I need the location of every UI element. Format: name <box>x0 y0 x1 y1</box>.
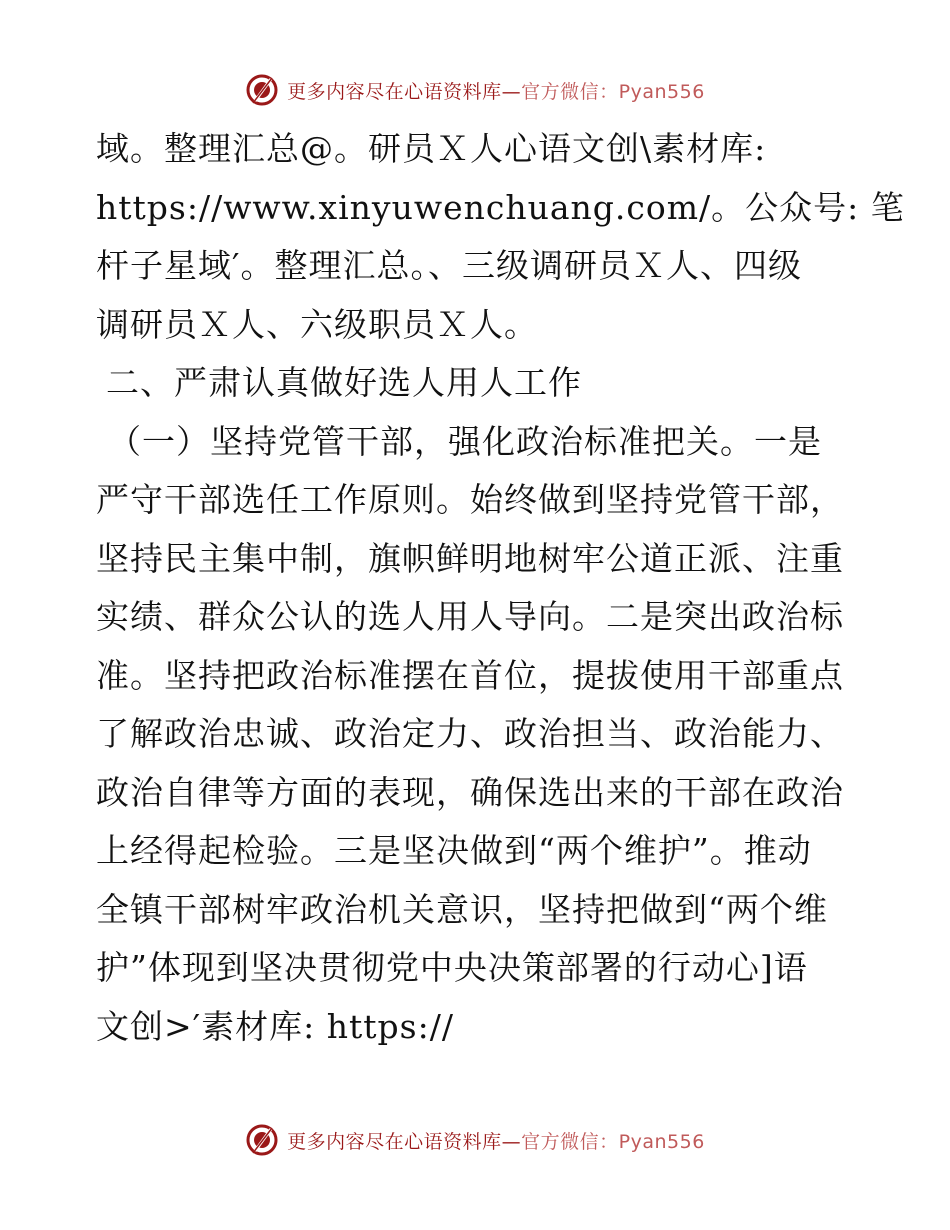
footer-banner-text <box>287 1127 705 1154</box>
body-line: https://www.xinyuwenchuang.com/。公众号: 笔 <box>96 187 905 227</box>
header-banner-title: 更多内容尽在心语资料库 <box>287 80 502 103</box>
body-line: 护”体现到坚决贯彻党中央决策部署的行动心]语 <box>96 948 808 987</box>
body-line: 杆子星域′。整理汇总。、三级调研员Ｘ人、四级 <box>96 246 802 285</box>
section-heading: 二、严肃认真做好选人用人工作 <box>106 363 582 402</box>
body-line: 文创>′素材库: https:// <box>96 1006 454 1046</box>
footer-banner-title: 更多内容尽在心语资料库 <box>287 1130 502 1153</box>
logo-icon <box>245 1123 279 1157</box>
body-line: 上经得起检验。三是坚决做到“两个维护”。推动 <box>96 831 812 870</box>
body-line: 调研员Ｘ人、六级职员Ｘ人。 <box>96 304 538 344</box>
body-line: 政治自律等方面的表现，确保选出来的干部在政治 <box>96 772 844 812</box>
header-banner-separator: — <box>501 80 522 103</box>
footer-banner-separator: — <box>501 1130 522 1153</box>
body-line: 了解政治忠诚、政治定力、政治担当、政治能力、 <box>96 714 844 753</box>
logo-icon <box>245 73 279 107</box>
header-banner <box>0 70 950 110</box>
body-line: 严守干部选任工作原则。始终做到坚持党管干部， <box>96 480 844 519</box>
footer-banner <box>0 1120 950 1160</box>
body-line: 坚持民主集中制，旗帜鲜明地树牢公道正派、注重 <box>96 538 844 578</box>
header-banner-text <box>287 77 705 104</box>
document-body <box>96 120 905 1056</box>
footer-banner-wechat: 官方微信：Pyan556 <box>521 1130 705 1153</box>
body-line: 全镇干部树牢政治机关意识，坚持把做到“两个维 <box>96 889 828 929</box>
body-line: 实绩、群众公认的选人用人导向。二是突出政治标 <box>96 597 844 636</box>
body-line: 域。整理汇总@。研员Ｘ人心语文创\素材库: <box>96 129 767 168</box>
header-banner-wechat: 官方微信：Pyan556 <box>521 80 705 103</box>
subsection-heading-line: （一）坚持党管干部，强化政治标准把关。一是 <box>108 421 822 461</box>
body-line: 准。坚持把政治标准摆在首位，提拔使用干部重点 <box>96 655 844 695</box>
